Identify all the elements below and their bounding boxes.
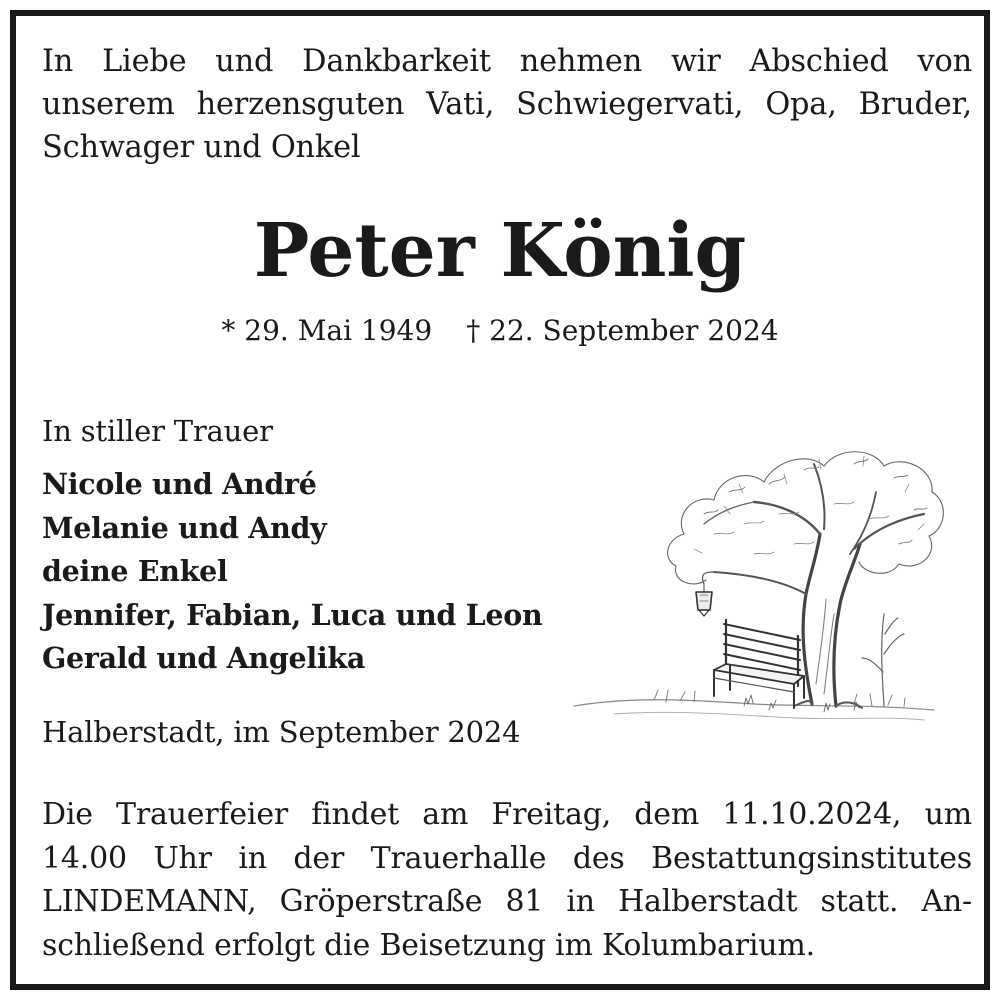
intro-line-3: Schwager und Onkel [42, 130, 361, 165]
mourner-line: Jennifer, Fabian, Luca und Leon [42, 597, 543, 632]
ceremony-line-4: schließend erfolgt die Beisetzung im Kolumbarium. [42, 927, 815, 963]
ceremony-line-1: Die Trauerfeier findet am Freitag, dem 11.10.2024, um [42, 797, 972, 832]
intro-line-1: In Liebe und Dankbarkeit nehmen wir Abschied von [42, 44, 972, 79]
tree-bench-lantern-icon [554, 414, 954, 744]
mourner-line: deine Enkel [42, 554, 228, 589]
place-date: Halberstadt, im September 2024 [42, 715, 521, 749]
obituary-frame [10, 10, 990, 990]
intro-line-2: unserem herzensguten Vati, Schwiegervati, Opa, Bruder, [42, 87, 972, 122]
life-dates [16, 311, 984, 351]
birth-date: * 29. Mai 1949 [221, 314, 433, 347]
ceremony-line-2: 14.00 Uhr in der Trauerhalle des Bestattungsinstitutes [42, 840, 972, 876]
mourner-line: Nicole und André [42, 467, 317, 501]
mourning-label: In stiller Trauer [42, 414, 273, 448]
death-date: † 22. September 2024 [466, 314, 779, 347]
mourners-list [42, 463, 542, 681]
deceased-name: Peter König [253, 208, 747, 294]
mourner-line: Gerald und Angelika [42, 641, 365, 676]
ceremony-line-3: LINDEMANN, Gröperstraße 81 in Halberstadt statt. An- [42, 884, 972, 919]
intro-text [42, 40, 972, 169]
mourner-line: Melanie und Andy [42, 510, 327, 545]
ceremony-text [42, 793, 972, 967]
